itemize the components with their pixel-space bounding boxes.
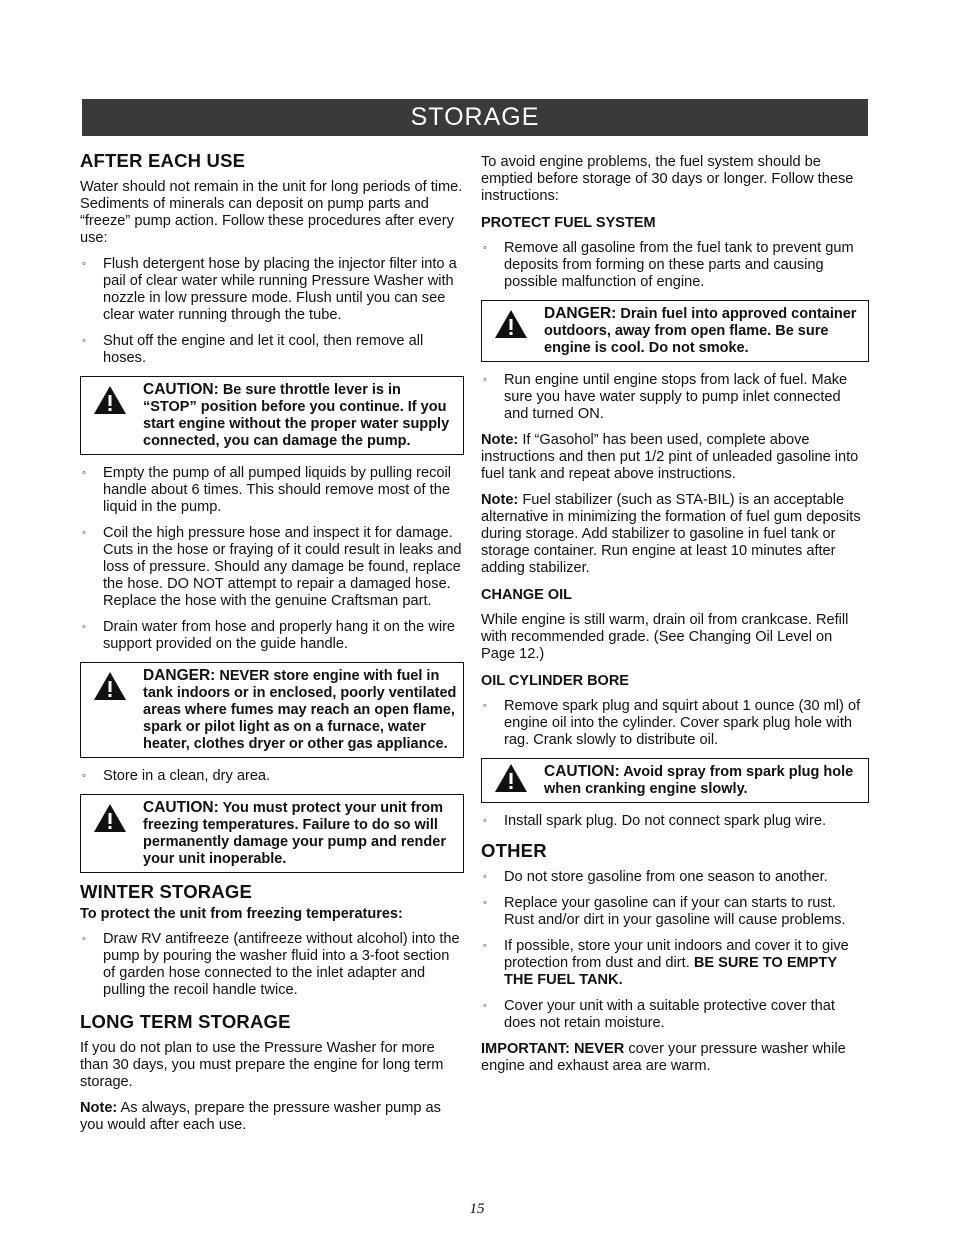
left-column	[80, 150, 464, 1143]
danger-label: DANGER:	[143, 667, 216, 684]
long-term-storage-text: If you do not plan to use the Pressure Washer for more than 30 days, you must prepare the engine for long term storage.	[80, 1040, 444, 1090]
danger-label: DANGER:	[544, 305, 617, 322]
list-item-emphasis: BE SURE TO EMPTY THE FUEL TANK.	[504, 955, 837, 988]
note-text: As always, prepare the pressure washer pump as you would after each use.	[80, 1100, 441, 1133]
caution-box	[80, 794, 464, 873]
caution-text: Avoid spray from spark plug hole when cranking engine slowly.	[544, 764, 854, 797]
change-oil-heading: CHANGE OIL	[481, 587, 573, 603]
important-note	[481, 1041, 869, 1075]
caution-label: CAUTION:	[143, 381, 219, 398]
list-item: ◦ Store in a clean, dry area.	[80, 768, 464, 785]
note-label: Note:	[80, 1100, 118, 1116]
protect-fuel-heading: PROTECT FUEL SYSTEM	[481, 215, 656, 231]
caution-box	[481, 758, 869, 803]
list-item: ◦ Run engine until engine stops from lack of fuel. Make sure you have water supply to pump inlet connected and turned ON.	[481, 372, 869, 423]
right-column	[481, 150, 869, 1084]
winter-storage-subheading: To protect the unit from freezing temperatures:	[80, 906, 403, 922]
warning-triangle-icon	[494, 763, 528, 793]
warning-triangle-icon	[93, 671, 127, 701]
important-text: cover your pressure washer while engine and exhaust area are warm.	[481, 1041, 846, 1074]
caution-text: You must protect your unit from freezing temperatures. Failure to do so will permanently damage your pump and render your unit inoperable.	[143, 800, 446, 867]
note-text: Fuel stabilizer (such as STA-BIL) is an acceptable alternative in minimizing the formation of fuel gum deposits during storage. Add stabilizer to gasoline in fuel tank or storage container. Run engine at least 10 minutes after adding stabilizer.	[481, 492, 861, 576]
danger-text: NEVER store engine with fuel in tank indoors or in enclosed, poorly ventilated areas where fumes may reach an open flame, spark or pilot light as on a furnace, water heater, clothes dryer or other gas appliance.	[143, 668, 457, 752]
list-item: ◦ Coil the high pressure hose and inspect it for damage. Cuts in the hose or fraying of it could result in leaks and loss of pressure. Should any damage be found, replace the hose. DO NOT attempt to repair a damaged hose. Replace the hose with the genuine Craftsman part.	[80, 525, 464, 610]
important-label: IMPORTANT: NEVER	[481, 1041, 625, 1057]
list-item: ◦ Install spark plug. Do not connect spark plug wire.	[481, 813, 869, 830]
note-label: Note:	[481, 492, 519, 508]
warning-triangle-icon	[93, 803, 127, 833]
caution-text: Be sure throttle lever is in “STOP” position before you continue. If you start engine without the proper water supply connected, you can damage the pump.	[143, 382, 450, 449]
list-item: ◦ Remove all gasoline from the fuel tank to prevent gum deposits from forming on these parts and causing possible malfunction of engine.	[481, 240, 869, 291]
danger-text: Drain fuel into approved container outdoors, away from open flame. Be sure engine is cool. Do not smoke.	[544, 306, 857, 356]
after-each-use-heading: AFTER EACH USE	[80, 150, 246, 171]
change-oil-text: While engine is still warm, drain oil from crankcase. Refill with recommended grade. (See Changing Oil Level on Page 12.)	[481, 612, 849, 662]
banner-title: STORAGE	[410, 103, 540, 131]
warning-triangle-icon	[494, 309, 528, 339]
long-term-storage-note	[80, 1100, 464, 1134]
list-item: ◦ Remove spark plug and squirt about 1 ounce (30 ml) of engine oil into the cylinder. Cover spark plug hole with rag. Crank slowly to distribute oil.	[481, 698, 869, 749]
stabilizer-note	[481, 492, 869, 577]
oil-cylinder-heading: OIL CYLINDER BORE	[481, 673, 629, 689]
winter-storage-heading: WINTER STORAGE	[80, 881, 253, 902]
fuel-intro: To avoid engine problems, the fuel system should be emptied before storage of 30 days or longer. Follow these instructions:	[481, 154, 854, 204]
list-item: ◦ Empty the pump of all pumped liquids by pulling recoil handle about 6 times. This should remove most of the liquid in the pump.	[80, 465, 464, 516]
page-number: 15	[469, 1201, 485, 1217]
section-banner	[82, 99, 868, 136]
list-item: ◦ Draw RV antifreeze (antifreeze without alcohol) into the pump by pouring the washer fluid into a 3-foot section of garden hose connected to the inlet adapter and pulling the recoil handle twice.	[80, 931, 464, 999]
list-item: ◦ Shut off the engine and let it cool, then remove all hoses.	[80, 333, 464, 367]
note-label: Note:	[481, 432, 519, 448]
after-each-use-intro: Water should not remain in the unit for long periods of time. Sediments of minerals can deposit on pump parts and “freeze” pump action. Follow these procedures after every use:	[80, 179, 463, 246]
caution-label: CAUTION:	[143, 799, 219, 816]
list-item	[481, 938, 869, 989]
list-item: ◦ Flush detergent hose by placing the injector filter into a pail of clear water while running Pressure Washer with nozzle in low pressure mode. Flush until you can see clear water running through the tube.	[80, 256, 464, 324]
caution-box	[80, 376, 464, 455]
other-heading: OTHER	[481, 840, 547, 861]
danger-box	[481, 300, 869, 362]
list-item: ◦ Do not store gasoline from one season to another.	[481, 869, 869, 886]
caution-label: CAUTION:	[544, 763, 620, 780]
note-text: If “Gasohol” has been used, complete above instructions and then put 1/2 pint of unleaded gasoline into fuel tank and repeat above instructions.	[481, 432, 859, 482]
list-item-text: If possible, store your unit indoors and cover it to give protection from dust and dirt.	[504, 938, 849, 971]
list-item: ◦ Cover your unit with a suitable protective cover that does not retain moisture.	[481, 998, 869, 1032]
list-item: ◦ Replace your gasoline can if your can starts to rust. Rust and/or dirt in your gasoline will cause problems.	[481, 895, 869, 929]
warning-triangle-icon	[93, 385, 127, 415]
list-item: ◦ Drain water from hose and properly hang it on the wire support provided on the guide handle.	[80, 619, 464, 653]
gasohol-note	[481, 432, 869, 483]
danger-box	[80, 662, 464, 758]
long-term-storage-heading: LONG TERM STORAGE	[80, 1011, 291, 1032]
